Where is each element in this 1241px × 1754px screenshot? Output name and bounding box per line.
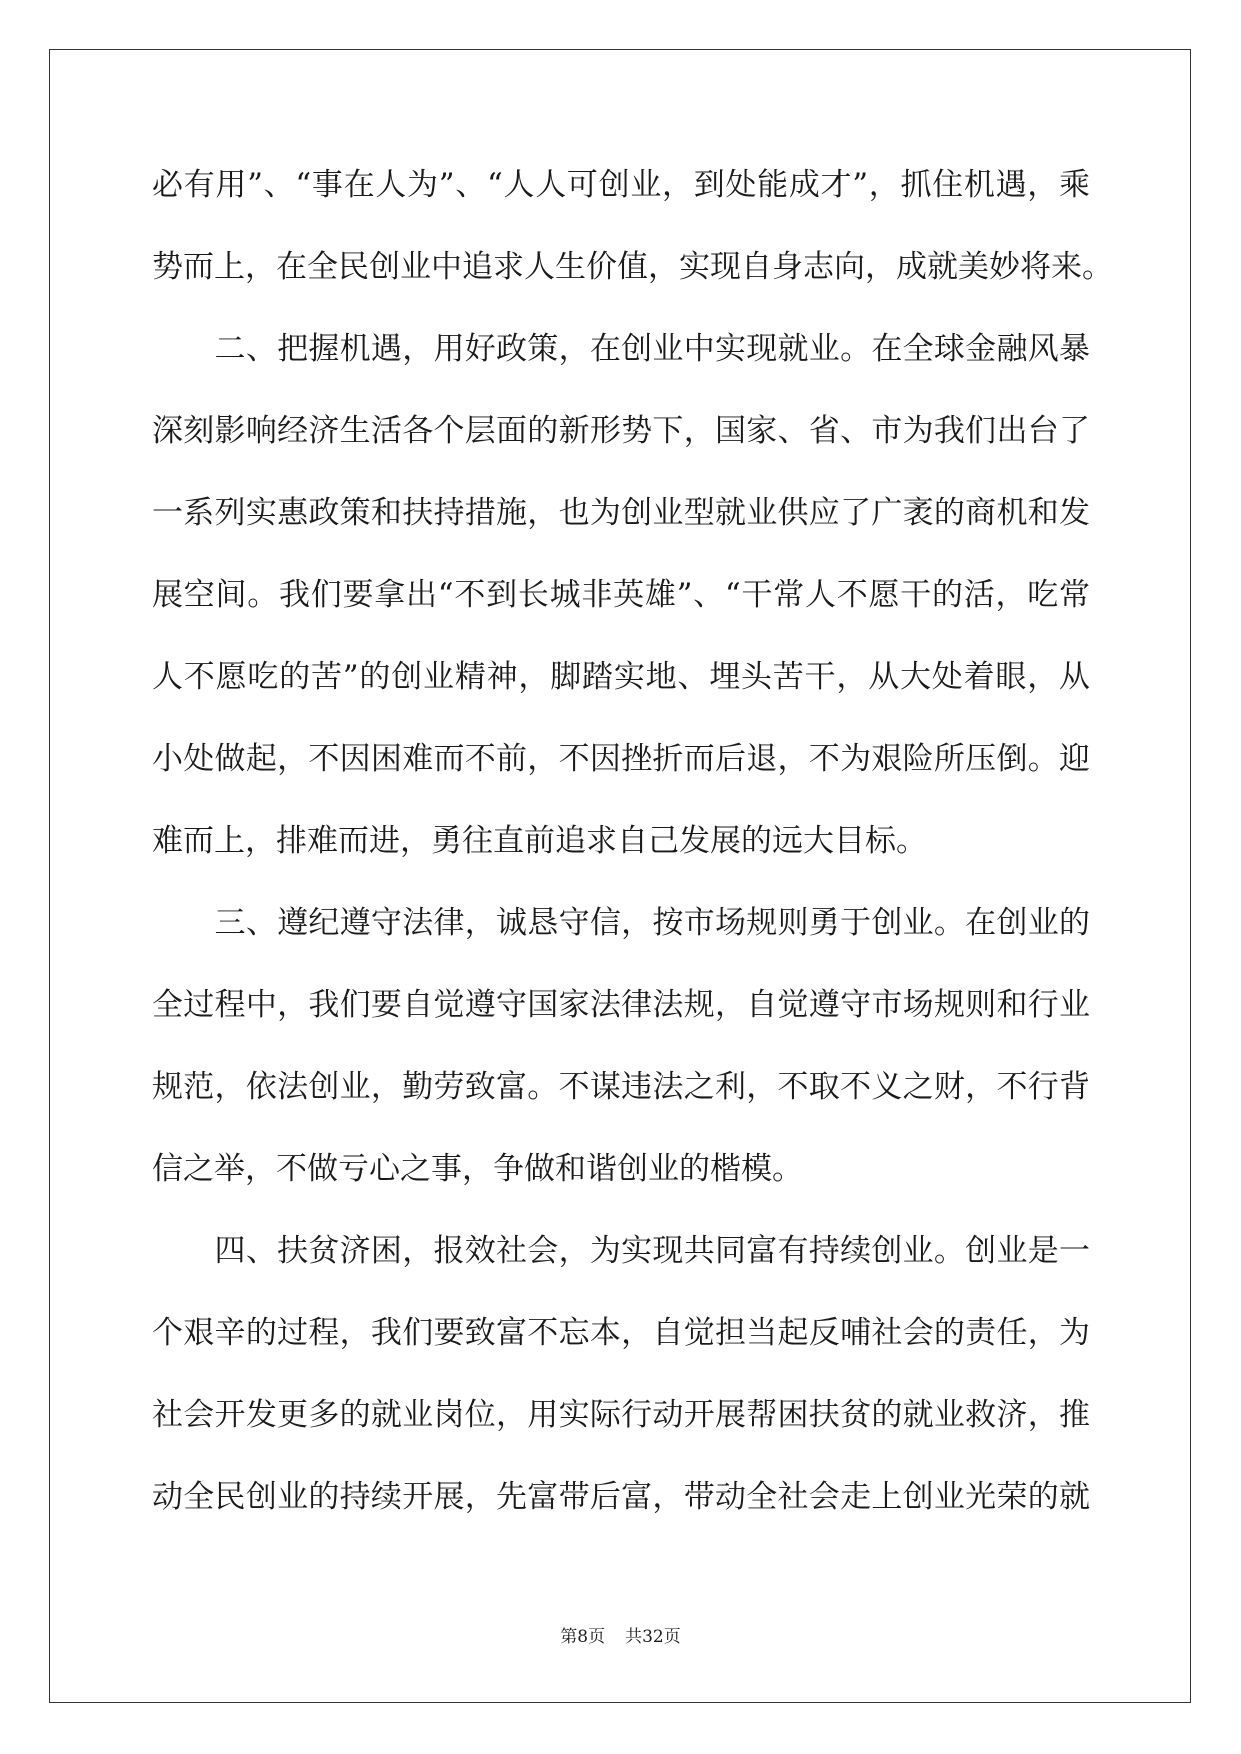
text-line: 个艰辛的过程，我们要致富不忘本，自觉担当起反哺社会的责任，为 [152, 1315, 1090, 1351]
text-line: 四、扶贫济困，报效社会，为实现共同富有持续创业。创业是一 [152, 1233, 1090, 1269]
page-footer [0, 1625, 1241, 1649]
text-line: 人不愿吃的苦”的创业精神，脚踏实地、埋头苦干，从大处着眼，从 [152, 659, 1090, 695]
document-body [152, 163, 1113, 1557]
text-line: 信之举，不做亏心之事，争做和谐创业的楷模。 [152, 1151, 803, 1187]
page-number: 第8页 [560, 1627, 606, 1647]
text-line: 深刻影响经济生活各个层面的新形势下，国家、省、市为我们出台了 [152, 413, 1090, 449]
text-line: 动全民创业的持续开展，先富带后富，带动全社会走上创业光荣的就 [152, 1479, 1090, 1515]
text-line: 一系列实惠政策和扶持措施，也为创业型就业供应了广袤的商机和发 [152, 495, 1090, 531]
total-pages: 共32页 [625, 1627, 681, 1647]
text-line: 展空间。我们要拿出“不到长城非英雄”、“干常人不愿干的活，吃常 [152, 577, 1090, 613]
text-line: 三、遵纪遵守法律，诚恳守信，按市场规则勇于创业。在创业的 [152, 905, 1090, 941]
text-line: 必有用”、“事在人为”、“人人可创业，到处能成才”，抓住机遇，乘 [152, 167, 1090, 203]
text-line: 社会开发更多的就业岗位，用实际行动开展帮困扶贫的就业救济，推 [152, 1397, 1090, 1433]
text-line: 难而上，排难而进，勇往直前追求自己发展的远大目标。 [152, 823, 927, 859]
text-line: 小处做起，不因困难而不前，不因挫折而后退，不为艰险所压倒。迎 [152, 741, 1090, 777]
text-line: 势而上，在全民创业中追求人生价值，实现自身志向，成就美妙将来。 [152, 249, 1113, 285]
text-line: 规范，依法创业，勤劳致富。不谋违法之利，不取不义之财，不行背 [152, 1069, 1090, 1105]
text-line: 全过程中，我们要自觉遵守国家法律法规，自觉遵守市场规则和行业 [152, 987, 1090, 1023]
text-line: 二、把握机遇，用好政策，在创业中实现就业。在全球金融风暴 [152, 331, 1090, 367]
